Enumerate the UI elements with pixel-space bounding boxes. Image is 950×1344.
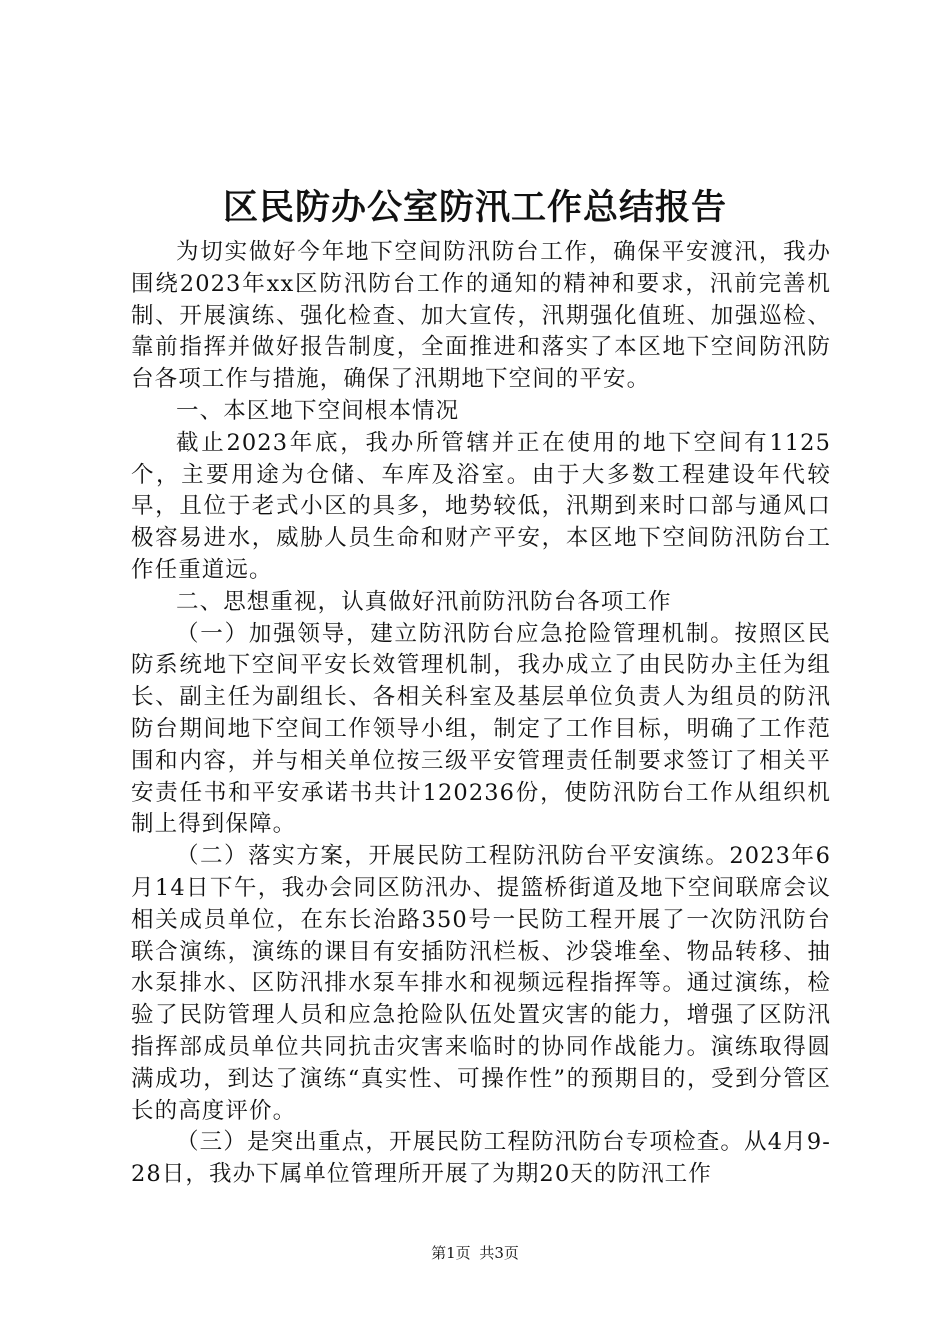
document-title: 区民防办公室防汛工作总结报告	[222, 187, 727, 228]
page-total: 共3页	[479, 1244, 519, 1262]
paragraph-section-1: 截止2023年底，我办所管辖并正在使用的地下空间有1125个，主要用途为仓储、车库及浴室。由于大多数工程建设年代较早，且位于老式小区的具多，地势较低，汛期到来时口部与通风口极容易进水，威胁人员生命和财产平安，本区地下空间防汛防台工作任重道远。	[131, 429, 831, 583]
paragraph-intro: 为切实做好今年地下空间防汛防台工作，确保平安渡汛，我办围绕2023年xx区防汛防台工作的通知的精神和要求，汛前完善机制、开展演练、强化检查、加大宣传，汛期强化值班、加强巡检、靠前指挥并做好报告制度，全面推进和落实了本区地下空间防汛防台各项工作与措施，确保了汛期地下空间的平安。	[131, 239, 831, 393]
paragraph-subsection-3: （三）是突出重点，开展民防工程防汛防台专项检查。从4月9-28日，我办下属单位管理所开展了为期20天的防汛工作	[131, 1129, 831, 1188]
document-body	[131, 237, 831, 1191]
paragraph-subsection-2: （二）落实方案，开展民防工程防汛防台平安演练。2023年6月14日下午，我办会同区防汛办、提篮桥街道及地下空间联席会议相关成员单位，在东长治路350号一民防工程开展了一次防汛防台联合演练，演练的课目有安插防汛栏板、沙袋堆垒、物品转移、抽水泵排水、区防汛排水泵车排水和视频远程指挥等。通过演练，检验了民防管理人员和应急抢险队伍处置灾害的能力，增强了区防汛指挥部成员单位共同抗击灾害来临时的协同作战能力。演练取得圆满成功，到达了演练“真实性、可操作性”的预期目的，受到分管区长的高度评价。	[131, 843, 831, 1124]
section-heading-1: 一、本区地下空间根本情况	[176, 397, 460, 424]
paragraph-subsection-1: （一）加强领导，建立防汛防台应急抢险管理机制。按照区民防系统地下空间平安长效管理机制，我办成立了由民防办主任为组长、副主任为副组长、各相关科室及基层单位负责人为组员的防汛防台期间地下空间工作领导小组，制定了工作目标，明确了工作范围和内容，并与相关单位按三级平安管理责任制要求签订了相关平安责任书和平安承诺书共计120236份，使防汛防台工作从组织机制上得到保障。	[131, 620, 831, 838]
page-number: 第1页	[431, 1244, 471, 1262]
section-heading-2: 二、思想重视，认真做好汛前防汛防台各项工作	[176, 588, 672, 615]
page-footer	[0, 1243, 950, 1263]
